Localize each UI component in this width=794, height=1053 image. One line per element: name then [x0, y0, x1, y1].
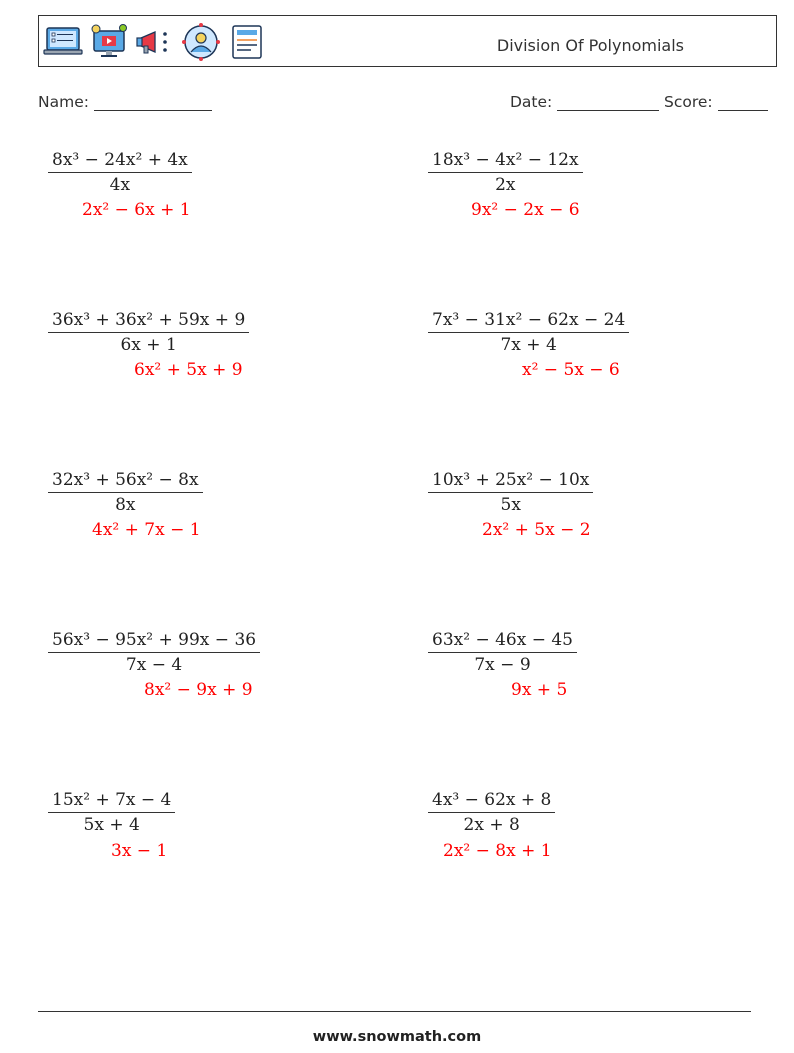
score-field [664, 93, 768, 111]
score-blank [718, 95, 768, 111]
name-blank [94, 95, 212, 111]
problem-2 [428, 150, 583, 195]
problem-numerator: 18x³ − 4x² − 12x [428, 150, 583, 173]
name-label: Name: [38, 93, 89, 111]
problem-6 [428, 470, 593, 515]
user-target-icon [181, 22, 221, 62]
problem-answer: 8x² − 9x + 9 [144, 680, 253, 700]
problem-denominator: 6x + 1 [120, 335, 177, 355]
header-icons [43, 22, 267, 62]
problem-7 [48, 630, 260, 675]
problem-denominator: 7x − 4 [125, 655, 183, 675]
document-list-icon [227, 22, 267, 62]
date-blank [557, 95, 659, 111]
problem-numerator: 32x³ + 56x² − 8x [48, 470, 203, 493]
laptop-checklist-icon [43, 22, 83, 62]
problem-numerator: 10x³ + 25x² − 10x [428, 470, 593, 493]
problem-denominator: 2x [495, 175, 516, 195]
name-field [38, 93, 212, 111]
worksheet-title: Division Of Polynomials [496, 36, 684, 55]
problem-answer: 4x² + 7x − 1 [92, 520, 201, 540]
date-label: Date: [510, 93, 553, 111]
problem-numerator: 56x³ − 95x² + 99x − 36 [48, 630, 260, 653]
problem-numerator: 36x³ + 36x² + 59x + 9 [48, 310, 249, 333]
problem-numerator: 63x² − 46x − 45 [428, 630, 577, 653]
problem-denominator: 7x − 9 [474, 655, 531, 675]
header-box [38, 15, 777, 67]
problem-answer: x² − 5x − 6 [522, 360, 620, 380]
date-field [510, 93, 659, 111]
problem-1 [48, 150, 192, 195]
problem-10 [428, 790, 555, 835]
problem-numerator: 15x² + 7x − 4 [48, 790, 175, 813]
problem-answer: 2x² − 8x + 1 [443, 841, 552, 861]
problem-denominator: 4x [109, 175, 131, 195]
problem-denominator: 8x [115, 495, 136, 515]
problem-5 [48, 470, 203, 515]
megaphone-icon [135, 22, 175, 62]
problem-denominator: 7x + 4 [500, 335, 557, 355]
problem-answer: 3x − 1 [111, 841, 168, 861]
problem-3 [48, 310, 249, 355]
problem-numerator: 4x³ − 62x + 8 [428, 790, 555, 813]
monitor-video-icon [89, 22, 129, 62]
score-label: Score: [664, 93, 713, 111]
problem-denominator: 2x + 8 [463, 815, 520, 835]
problem-4 [428, 310, 629, 355]
problem-denominator: 5x + 4 [83, 815, 140, 835]
problem-numerator: 8x³ − 24x² + 4x [48, 150, 192, 173]
problem-answer: 9x² − 2x − 6 [471, 200, 580, 220]
problem-denominator: 5x [500, 495, 521, 515]
problem-answer: 2x² − 6x + 1 [82, 200, 191, 220]
problem-answer: 6x² + 5x + 9 [134, 360, 243, 380]
problem-answer: 9x + 5 [511, 680, 568, 700]
problem-9 [48, 790, 175, 835]
footer-divider [38, 1011, 751, 1012]
problem-numerator: 7x³ − 31x² − 62x − 24 [428, 310, 629, 333]
problem-8 [428, 630, 577, 675]
footer-website: www.snowmath.com [312, 1029, 482, 1045]
problem-answer: 2x² + 5x − 2 [482, 520, 591, 540]
